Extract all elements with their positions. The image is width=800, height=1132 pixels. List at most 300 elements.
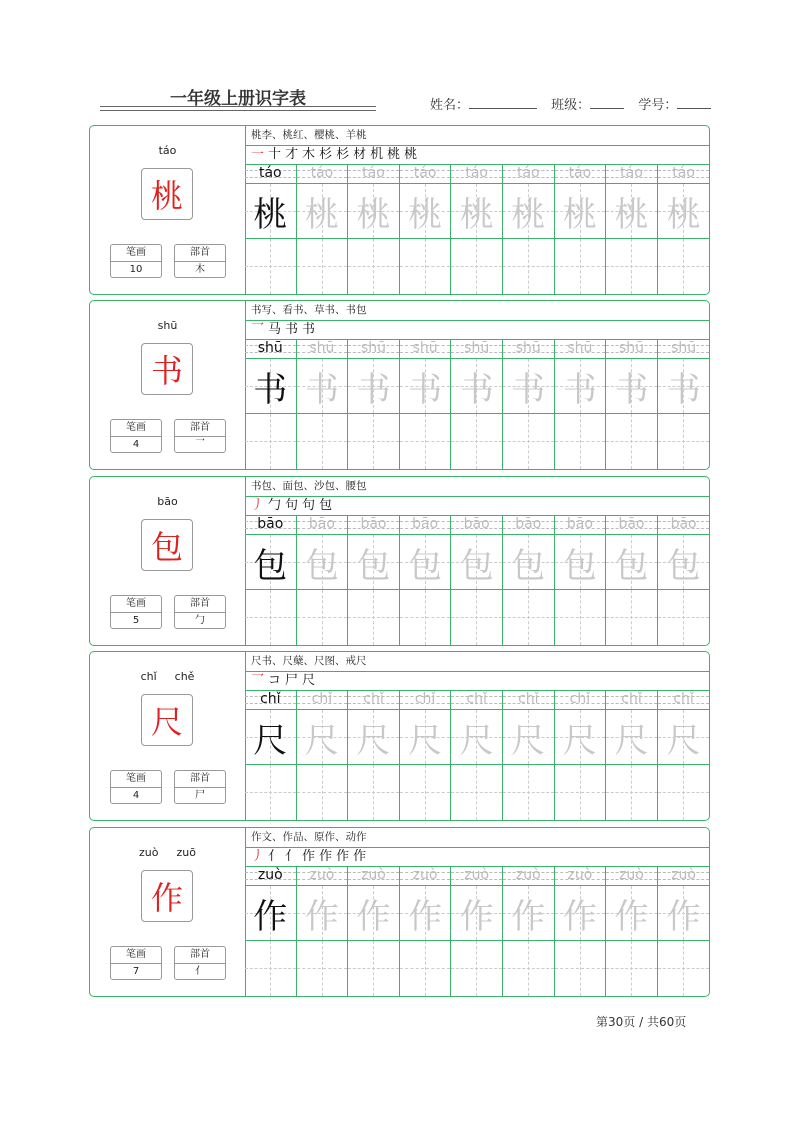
blank-writing-cell[interactable] xyxy=(606,239,657,294)
tracing-character: 书 xyxy=(666,369,701,410)
tracing-character: 作 xyxy=(253,896,288,937)
practice-column xyxy=(451,515,503,645)
tracing-character: 书 xyxy=(459,369,494,410)
practice-pinyin: zuò xyxy=(361,867,386,883)
practice-pinyin: shū xyxy=(360,340,386,356)
tracing-cell[interactable] xyxy=(555,710,606,765)
blank-writing-cell[interactable] xyxy=(245,941,296,996)
practice-grid xyxy=(245,339,709,469)
pinyin-row[interactable] xyxy=(245,164,296,184)
stroke-order xyxy=(245,320,709,340)
pinyin-row[interactable] xyxy=(555,339,606,359)
character-info xyxy=(90,126,246,294)
practice-pinyin: zuò xyxy=(567,867,593,883)
practice-column xyxy=(658,164,710,294)
blank-writing-cell[interactable] xyxy=(606,590,657,645)
word-examples: 尺书、尺蘖、尺图、戒尺 xyxy=(245,652,709,672)
pinyin-row[interactable] xyxy=(658,515,710,535)
practice-pinyin: chǐ xyxy=(260,691,281,707)
blank-writing-cell[interactable] xyxy=(658,765,710,820)
blank-writing-cell[interactable] xyxy=(606,765,657,820)
tracing-cell[interactable] xyxy=(400,535,451,590)
tracing-cell[interactable] xyxy=(503,184,554,239)
radical-value: 乛 xyxy=(195,439,205,450)
pinyin-reading: zuò xyxy=(139,846,159,859)
blank-writing-cell[interactable] xyxy=(297,590,348,645)
blank-writing-cell[interactable] xyxy=(555,941,606,996)
page-number: 第30页 / 共60页 xyxy=(596,1015,687,1029)
stroke-step: 作 xyxy=(319,849,333,864)
pinyin-row[interactable] xyxy=(606,515,657,535)
practice-area xyxy=(245,652,709,820)
stroke-order xyxy=(245,671,709,691)
practice-pinyin: shū xyxy=(412,340,438,356)
practice-pinyin: zuò xyxy=(671,867,696,883)
tracing-cell[interactable] xyxy=(245,710,296,765)
blank-writing-cell[interactable] xyxy=(400,239,451,294)
stroke-step: 亻 xyxy=(268,849,282,864)
tracing-cell[interactable] xyxy=(658,184,710,239)
tracing-character: 书 xyxy=(356,369,391,410)
practice-column xyxy=(348,515,400,645)
tracing-cell[interactable] xyxy=(606,886,657,941)
blank-writing-cell[interactable] xyxy=(451,590,502,645)
pinyin-row[interactable] xyxy=(400,866,451,886)
blank-writing-cell[interactable] xyxy=(245,590,296,645)
tracing-character: 作 xyxy=(614,896,649,937)
tracing-cell[interactable] xyxy=(245,359,296,414)
character-pinyin xyxy=(90,319,245,332)
blank-writing-cell[interactable] xyxy=(297,239,348,294)
blank-writing-cell[interactable] xyxy=(245,765,296,820)
tracing-character: 作 xyxy=(511,896,546,937)
blank-writing-cell[interactable] xyxy=(658,414,710,469)
blank-writing-cell[interactable] xyxy=(451,941,502,996)
tracing-cell[interactable] xyxy=(606,535,657,590)
radical-box xyxy=(174,244,226,278)
tracing-character: 桃 xyxy=(511,194,546,235)
stroke-step: 句 xyxy=(302,498,316,513)
stroke-count-label: 笔画 xyxy=(111,947,161,964)
practice-column xyxy=(606,690,658,820)
stroke-step: 乛 xyxy=(251,322,265,337)
tracing-character: 尺 xyxy=(304,720,339,761)
practice-column xyxy=(555,690,607,820)
practice-pinyin: zuò xyxy=(464,867,490,883)
blank-writing-cell[interactable] xyxy=(555,765,606,820)
character-card xyxy=(89,476,710,646)
stroke-step: 木 xyxy=(302,147,316,162)
blank-writing-cell[interactable] xyxy=(400,590,451,645)
pinyin-row[interactable] xyxy=(297,339,348,359)
practice-column xyxy=(400,866,452,996)
tracing-character: 尺 xyxy=(408,720,443,761)
pinyin-row[interactable] xyxy=(400,164,451,184)
tracing-cell[interactable] xyxy=(348,710,399,765)
pinyin-row[interactable] xyxy=(348,164,399,184)
practice-pinyin: táo xyxy=(568,165,592,181)
tracing-cell[interactable] xyxy=(400,886,451,941)
pinyin-row[interactable] xyxy=(245,866,296,886)
practice-pinyin: chǐ xyxy=(466,691,487,707)
pinyin-row[interactable] xyxy=(555,515,606,535)
practice-column xyxy=(400,339,452,469)
practice-pinyin: bāo xyxy=(463,516,490,532)
stroke-step: 桃 xyxy=(387,147,401,162)
tracing-cell[interactable] xyxy=(348,359,399,414)
pinyin-row[interactable] xyxy=(348,339,399,359)
blank-writing-cell[interactable] xyxy=(503,414,554,469)
radical-label: 部首 xyxy=(175,596,225,613)
blank-writing-cell[interactable] xyxy=(555,590,606,645)
tracing-cell[interactable] xyxy=(658,710,710,765)
tracing-cell[interactable] xyxy=(606,359,657,414)
pinyin-reading: shū xyxy=(157,319,178,332)
blank-writing-cell[interactable] xyxy=(606,941,657,996)
practice-column xyxy=(658,339,710,469)
blank-writing-cell[interactable] xyxy=(348,414,399,469)
stroke-step: 杉 xyxy=(336,147,350,162)
pinyin-row[interactable] xyxy=(451,515,502,535)
pinyin-row[interactable] xyxy=(451,164,502,184)
tracing-cell[interactable] xyxy=(451,359,502,414)
practice-pinyin: bāo xyxy=(566,516,593,532)
blank-writing-cell[interactable] xyxy=(555,414,606,469)
tracing-character: 包 xyxy=(666,545,701,586)
stroke-count-value: 7 xyxy=(132,966,140,977)
pinyin-row[interactable] xyxy=(348,515,399,535)
tracing-cell[interactable] xyxy=(451,886,502,941)
pinyin-row[interactable] xyxy=(297,515,348,535)
character-card xyxy=(89,300,710,470)
radical-box xyxy=(174,419,226,453)
tracing-cell[interactable] xyxy=(348,184,399,239)
pinyin-row[interactable] xyxy=(606,339,657,359)
blank-writing-cell[interactable] xyxy=(348,590,399,645)
stroke-count-value: 5 xyxy=(132,615,140,626)
practice-area xyxy=(245,477,709,645)
practice-column xyxy=(503,164,555,294)
practice-column xyxy=(658,866,710,996)
tracing-cell[interactable] xyxy=(503,535,554,590)
stroke-count-label: 笔画 xyxy=(111,420,161,437)
stroke-step: 桃 xyxy=(404,147,418,162)
practice-pinyin: chǐ xyxy=(414,691,436,707)
practice-pinyin: zuò xyxy=(412,867,438,883)
character-large: 包 xyxy=(141,519,193,571)
tracing-cell[interactable] xyxy=(451,535,502,590)
stroke-step: 包 xyxy=(319,498,333,513)
tracing-cell[interactable] xyxy=(658,359,710,414)
tracing-character: 桃 xyxy=(408,194,443,235)
stroke-step: 作 xyxy=(336,849,350,864)
pinyin-row[interactable] xyxy=(245,515,296,535)
tracing-cell[interactable] xyxy=(245,535,296,590)
radical-value: 亻 xyxy=(195,966,205,977)
practice-column xyxy=(400,164,452,294)
pinyin-row[interactable] xyxy=(451,339,502,359)
practice-column xyxy=(348,339,400,469)
blank-writing-cell[interactable] xyxy=(658,590,710,645)
tracing-cell[interactable] xyxy=(451,184,502,239)
pinyin-row[interactable] xyxy=(555,866,606,886)
tracing-character: 包 xyxy=(459,545,494,586)
pinyin-row[interactable] xyxy=(400,339,451,359)
blank-writing-cell[interactable] xyxy=(451,414,502,469)
character-info xyxy=(90,477,246,645)
tracing-cell[interactable] xyxy=(400,359,451,414)
practice-column xyxy=(348,164,400,294)
tracing-cell[interactable] xyxy=(245,886,296,941)
blank-writing-cell[interactable] xyxy=(348,765,399,820)
tracing-cell[interactable] xyxy=(348,886,399,941)
practice-pinyin: zuò xyxy=(309,867,335,883)
stroke-order xyxy=(245,847,709,867)
tracing-character: 桃 xyxy=(562,194,597,235)
tracing-cell[interactable] xyxy=(451,710,502,765)
blank-writing-cell[interactable] xyxy=(400,765,451,820)
pinyin-row[interactable] xyxy=(503,690,554,710)
practice-pinyin: bāo xyxy=(618,516,645,532)
tracing-character: 桃 xyxy=(666,194,701,235)
pinyin-row[interactable] xyxy=(297,690,348,710)
practice-area xyxy=(245,301,709,469)
character-card xyxy=(89,125,710,295)
practice-column xyxy=(606,866,658,996)
pinyin-row[interactable] xyxy=(555,164,606,184)
tracing-cell[interactable] xyxy=(555,886,606,941)
tracing-character: 书 xyxy=(614,369,649,410)
tracing-character: 包 xyxy=(511,545,546,586)
tracing-character: 包 xyxy=(408,545,443,586)
pinyin-row[interactable] xyxy=(297,866,348,886)
pinyin-row[interactable] xyxy=(606,164,657,184)
tracing-cell[interactable] xyxy=(555,535,606,590)
practice-pinyin: shū xyxy=(257,340,283,356)
tracing-cell[interactable] xyxy=(400,710,451,765)
pinyin-row[interactable] xyxy=(400,515,451,535)
pinyin-row[interactable] xyxy=(348,866,399,886)
radical-value: 尸 xyxy=(195,790,205,801)
stroke-count-box xyxy=(110,419,162,453)
tracing-character: 作 xyxy=(356,896,391,937)
pinyin-reading: chě xyxy=(174,670,195,683)
name-field[interactable] xyxy=(430,94,537,113)
student-fields xyxy=(430,94,721,113)
stroke-step: 材 xyxy=(353,147,367,162)
character-large: 作 xyxy=(141,870,193,922)
tracing-cell[interactable] xyxy=(348,535,399,590)
practice-pinyin: shū xyxy=(618,340,644,356)
tracing-cell[interactable] xyxy=(606,184,657,239)
tracing-cell[interactable] xyxy=(658,886,710,941)
tracing-cell[interactable] xyxy=(297,535,348,590)
radical-label: 部首 xyxy=(175,420,225,437)
blank-writing-cell[interactable] xyxy=(503,590,554,645)
character-card xyxy=(89,827,710,997)
practice-column xyxy=(400,515,452,645)
blank-writing-cell[interactable] xyxy=(297,414,348,469)
tracing-character: 书 xyxy=(511,369,546,410)
blank-writing-cell[interactable] xyxy=(245,414,296,469)
stroke-step: 作 xyxy=(353,849,367,864)
pinyin-row[interactable] xyxy=(658,339,710,359)
stroke-step: 十 xyxy=(268,147,282,162)
tracing-character: 桃 xyxy=(614,194,649,235)
pinyin-row[interactable] xyxy=(400,690,451,710)
page-header xyxy=(0,0,800,120)
tracing-character: 桃 xyxy=(356,194,391,235)
practice-pinyin: chǐ xyxy=(673,691,694,707)
practice-column xyxy=(297,866,349,996)
practice-pinyin: bāo xyxy=(308,516,335,532)
tracing-character: 桃 xyxy=(304,194,339,235)
tracing-cell[interactable] xyxy=(503,710,554,765)
word-examples: 桃李、桃红、樱桃、羊桃 xyxy=(245,126,709,146)
practice-pinyin: chǐ xyxy=(569,691,591,707)
practice-pinyin: zuò xyxy=(257,867,283,883)
practice-pinyin: shū xyxy=(309,340,335,356)
stroke-step: 杉 xyxy=(319,147,333,162)
practice-pinyin: táo xyxy=(465,165,488,181)
tracing-cell[interactable] xyxy=(503,886,554,941)
tracing-cell[interactable] xyxy=(606,710,657,765)
practice-grid xyxy=(245,515,709,645)
pinyin-row[interactable] xyxy=(245,690,296,710)
pinyin-row[interactable] xyxy=(606,866,657,886)
practice-grid xyxy=(245,164,709,294)
stroke-count-label: 笔画 xyxy=(111,245,161,262)
tracing-character: 包 xyxy=(356,545,391,586)
practice-column xyxy=(658,690,710,820)
pinyin-row[interactable] xyxy=(503,339,554,359)
stroke-step: 尸 xyxy=(285,673,299,688)
character-large: 书 xyxy=(141,343,193,395)
pinyin-row[interactable] xyxy=(451,690,502,710)
tracing-character: 尺 xyxy=(614,720,649,761)
pinyin-reading: zuō xyxy=(176,846,196,859)
pinyin-row[interactable] xyxy=(658,164,710,184)
stroke-step: 马 xyxy=(268,322,282,337)
blank-writing-cell[interactable] xyxy=(400,941,451,996)
blank-writing-cell[interactable] xyxy=(245,239,296,294)
pinyin-row[interactable] xyxy=(658,690,710,710)
character-info xyxy=(90,652,246,820)
blank-writing-cell[interactable] xyxy=(503,765,554,820)
pinyin-row[interactable] xyxy=(503,515,554,535)
stroke-step: 丿 xyxy=(251,849,265,864)
pinyin-row[interactable] xyxy=(606,690,657,710)
tracing-cell[interactable] xyxy=(555,184,606,239)
blank-writing-cell[interactable] xyxy=(400,414,451,469)
pinyin-row[interactable] xyxy=(503,164,554,184)
blank-writing-cell[interactable] xyxy=(297,941,348,996)
practice-column xyxy=(245,164,297,294)
stroke-step: 作 xyxy=(302,849,316,864)
blank-writing-cell[interactable] xyxy=(348,239,399,294)
practice-pinyin: táo xyxy=(362,165,385,181)
pinyin-row[interactable] xyxy=(555,690,606,710)
tracing-character: 尺 xyxy=(562,720,597,761)
blank-writing-cell[interactable] xyxy=(503,941,554,996)
tracing-character: 尺 xyxy=(459,720,494,761)
tracing-cell[interactable] xyxy=(297,184,348,239)
tracing-character: 包 xyxy=(562,545,597,586)
stroke-count-box xyxy=(110,946,162,980)
pinyin-row[interactable] xyxy=(245,339,296,359)
stroke-count-value: 4 xyxy=(132,790,140,801)
practice-pinyin: bāo xyxy=(412,516,439,532)
blank-writing-cell[interactable] xyxy=(658,239,710,294)
practice-pinyin: shū xyxy=(515,340,541,356)
practice-column xyxy=(503,339,555,469)
name-label: 姓名： xyxy=(430,98,470,113)
practice-area xyxy=(245,126,709,294)
pinyin-row[interactable] xyxy=(658,866,710,886)
pinyin-row[interactable] xyxy=(348,690,399,710)
tracing-cell[interactable] xyxy=(555,359,606,414)
radical-label: 部首 xyxy=(175,771,225,788)
blank-writing-cell[interactable] xyxy=(348,941,399,996)
practice-pinyin: táo xyxy=(258,165,282,181)
pinyin-row[interactable] xyxy=(503,866,554,886)
blank-writing-cell[interactable] xyxy=(503,239,554,294)
stroke-order xyxy=(245,145,709,165)
stroke-count-box xyxy=(110,770,162,804)
tracing-cell[interactable] xyxy=(400,184,451,239)
tracing-cell[interactable] xyxy=(245,184,296,239)
practice-column xyxy=(297,515,349,645)
number-field[interactable] xyxy=(638,94,711,113)
practice-column xyxy=(348,866,400,996)
tracing-cell[interactable] xyxy=(297,886,348,941)
tracing-cell[interactable] xyxy=(297,710,348,765)
practice-column xyxy=(555,164,607,294)
practice-column xyxy=(245,866,297,996)
blank-writing-cell[interactable] xyxy=(451,765,502,820)
character-pinyin xyxy=(90,846,245,859)
blank-writing-cell[interactable] xyxy=(451,239,502,294)
word-examples: 作文、作品、原作、动作 xyxy=(245,828,709,848)
blank-writing-cell[interactable] xyxy=(555,239,606,294)
tracing-cell[interactable] xyxy=(658,535,710,590)
tracing-character: 作 xyxy=(666,896,701,937)
radical-box xyxy=(174,595,226,629)
practice-column xyxy=(555,339,607,469)
practice-column xyxy=(606,164,658,294)
tracing-cell[interactable] xyxy=(297,359,348,414)
pinyin-row[interactable] xyxy=(297,164,348,184)
tracing-cell[interactable] xyxy=(503,359,554,414)
practice-pinyin: zuò xyxy=(619,867,644,883)
word-examples: 书写、看书、草书、书包 xyxy=(245,301,709,321)
blank-writing-cell[interactable] xyxy=(297,765,348,820)
stroke-step: 乛 xyxy=(251,673,265,688)
stroke-step: 书 xyxy=(302,322,316,337)
blank-writing-cell[interactable] xyxy=(658,941,710,996)
pinyin-row[interactable] xyxy=(451,866,502,886)
title-underline xyxy=(100,106,376,114)
practice-pinyin: chǐ xyxy=(518,691,539,707)
practice-column xyxy=(297,339,349,469)
tracing-character: 书 xyxy=(304,369,339,410)
tracing-character: 包 xyxy=(304,545,339,586)
practice-pinyin: táo xyxy=(516,165,540,181)
blank-writing-cell[interactable] xyxy=(606,414,657,469)
practice-pinyin: bāo xyxy=(670,516,697,532)
class-field[interactable] xyxy=(551,94,624,113)
practice-column xyxy=(606,515,658,645)
